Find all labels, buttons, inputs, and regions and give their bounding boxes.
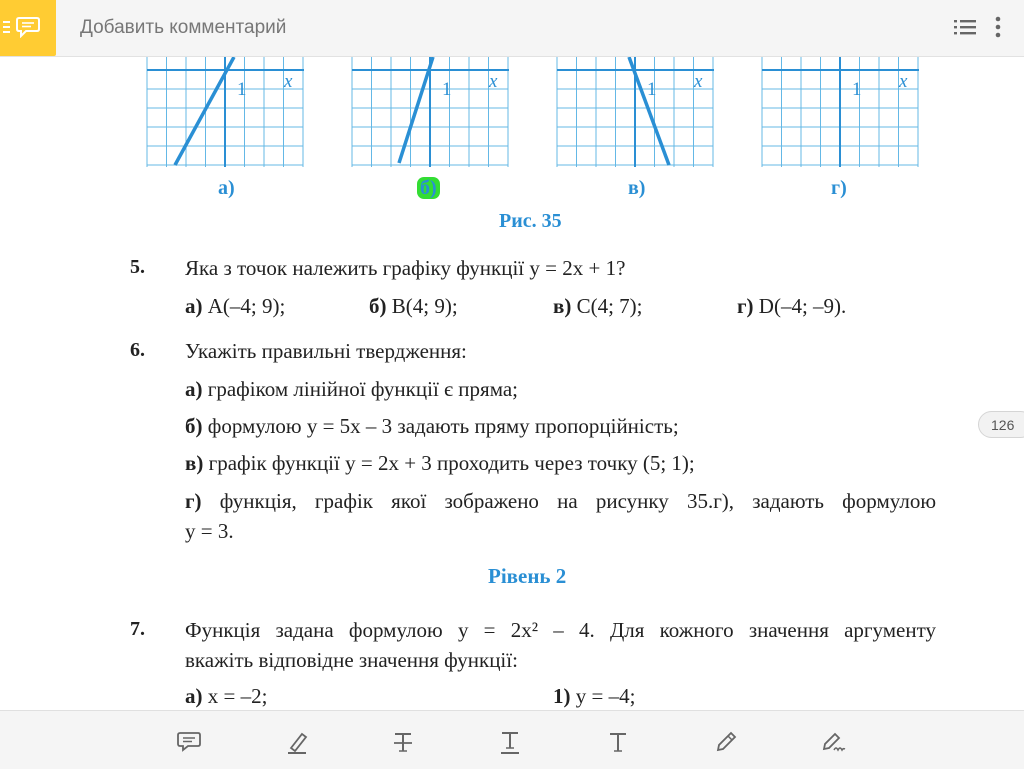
- highlighted-label: б): [417, 177, 440, 199]
- top-bar: [0, 0, 1024, 57]
- signature-tool-icon[interactable]: [820, 729, 846, 755]
- question-number: 6.: [130, 339, 145, 361]
- answer-option: [553, 294, 643, 319]
- statement-continuation: y = 3.: [185, 519, 234, 543]
- more-options-icon[interactable]: [994, 16, 1002, 38]
- option-text: x = –2;: [207, 684, 268, 708]
- question-text-continued: вкажіть відповідне значення функції:: [185, 648, 518, 672]
- unit-label: 1: [442, 79, 452, 100]
- option-text: B(4; 9);: [391, 294, 458, 318]
- statement-item: [185, 489, 936, 514]
- option-label: г): [737, 294, 754, 318]
- text-tool-icon[interactable]: [605, 729, 631, 755]
- subfigure-label-b: [417, 177, 440, 200]
- option-text: A(–4; 9);: [207, 294, 286, 318]
- item-text: функція, графік якої зображено на рисунку 35.г), задають формулою: [219, 489, 937, 513]
- option-label: 1): [553, 684, 571, 708]
- item-label: г): [185, 489, 202, 513]
- question-number: 5.: [130, 256, 145, 278]
- question-text: Укажіть правильні твердження:: [185, 339, 467, 363]
- graph-c: [552, 57, 718, 172]
- figure-caption: Рис. 35: [499, 210, 562, 232]
- x-axis-label: x: [489, 71, 498, 92]
- answer-option: [185, 294, 285, 319]
- option-text: D(–4; –9).: [758, 294, 847, 318]
- value-option: [553, 684, 635, 709]
- unit-label: 1: [852, 79, 862, 100]
- answer-option: [369, 294, 458, 319]
- item-text: графіком лінійної функції є пряма;: [207, 377, 518, 401]
- statement-item: [185, 377, 518, 402]
- option-text: y = –4;: [575, 684, 636, 708]
- option-label: а): [185, 294, 203, 318]
- question-text: Яка з точок належить графіку функції y = 2x + 1?: [185, 256, 626, 280]
- x-axis-label: x: [899, 71, 908, 92]
- graph-b: [347, 57, 513, 172]
- option-label: в): [553, 294, 572, 318]
- item-label: а): [185, 377, 203, 401]
- item-label: в): [185, 451, 204, 475]
- annotation-toolbar: [0, 710, 1024, 769]
- page-number-badge[interactable]: 126: [978, 411, 1024, 438]
- question-number: 7.: [130, 618, 145, 640]
- statement-item: [185, 451, 695, 476]
- document-page: [0, 57, 1024, 710]
- subfigure-label-d: г): [831, 177, 847, 199]
- option-label: а): [185, 684, 203, 708]
- unit-label: 1: [647, 79, 657, 100]
- item-text: формулою y = 5x – 3 задають пряму пропорційність;: [207, 414, 679, 438]
- item-label: б): [185, 414, 203, 438]
- answer-option: [737, 294, 846, 319]
- comment-tool-icon[interactable]: [176, 729, 202, 755]
- comment-icon: [16, 16, 40, 38]
- graph-a: [142, 57, 308, 172]
- x-axis-label: x: [284, 71, 293, 92]
- argument-option: [185, 684, 267, 709]
- comment-panel-button[interactable]: [0, 0, 56, 56]
- table-of-contents-icon[interactable]: [954, 17, 976, 37]
- level-heading: Рівень 2: [488, 564, 567, 588]
- option-label: б): [369, 294, 387, 318]
- highlighter-tool-icon[interactable]: [284, 729, 310, 755]
- question-text: Функція задана формулою y = 2x² – 4. Для кожного значення аргументу: [185, 618, 936, 642]
- strikethrough-tool-icon[interactable]: [390, 729, 416, 755]
- x-axis-label: x: [694, 71, 703, 92]
- subfigure-label-a: а): [218, 177, 235, 199]
- pencil-tool-icon[interactable]: [713, 729, 739, 755]
- option-text: C(4; 7);: [576, 294, 643, 318]
- add-comment-field[interactable]: Добавить комментарий: [80, 17, 287, 38]
- unit-label: 1: [237, 79, 247, 100]
- underline-tool-icon[interactable]: [497, 729, 523, 755]
- item-text: графік функції y = 2x + 3 проходить через точку (5; 1);: [208, 451, 695, 475]
- statement-item: [185, 414, 679, 439]
- subfigure-label-c: в): [628, 177, 646, 199]
- graph-d: [757, 57, 923, 172]
- menu-lines-icon: [3, 21, 10, 36]
